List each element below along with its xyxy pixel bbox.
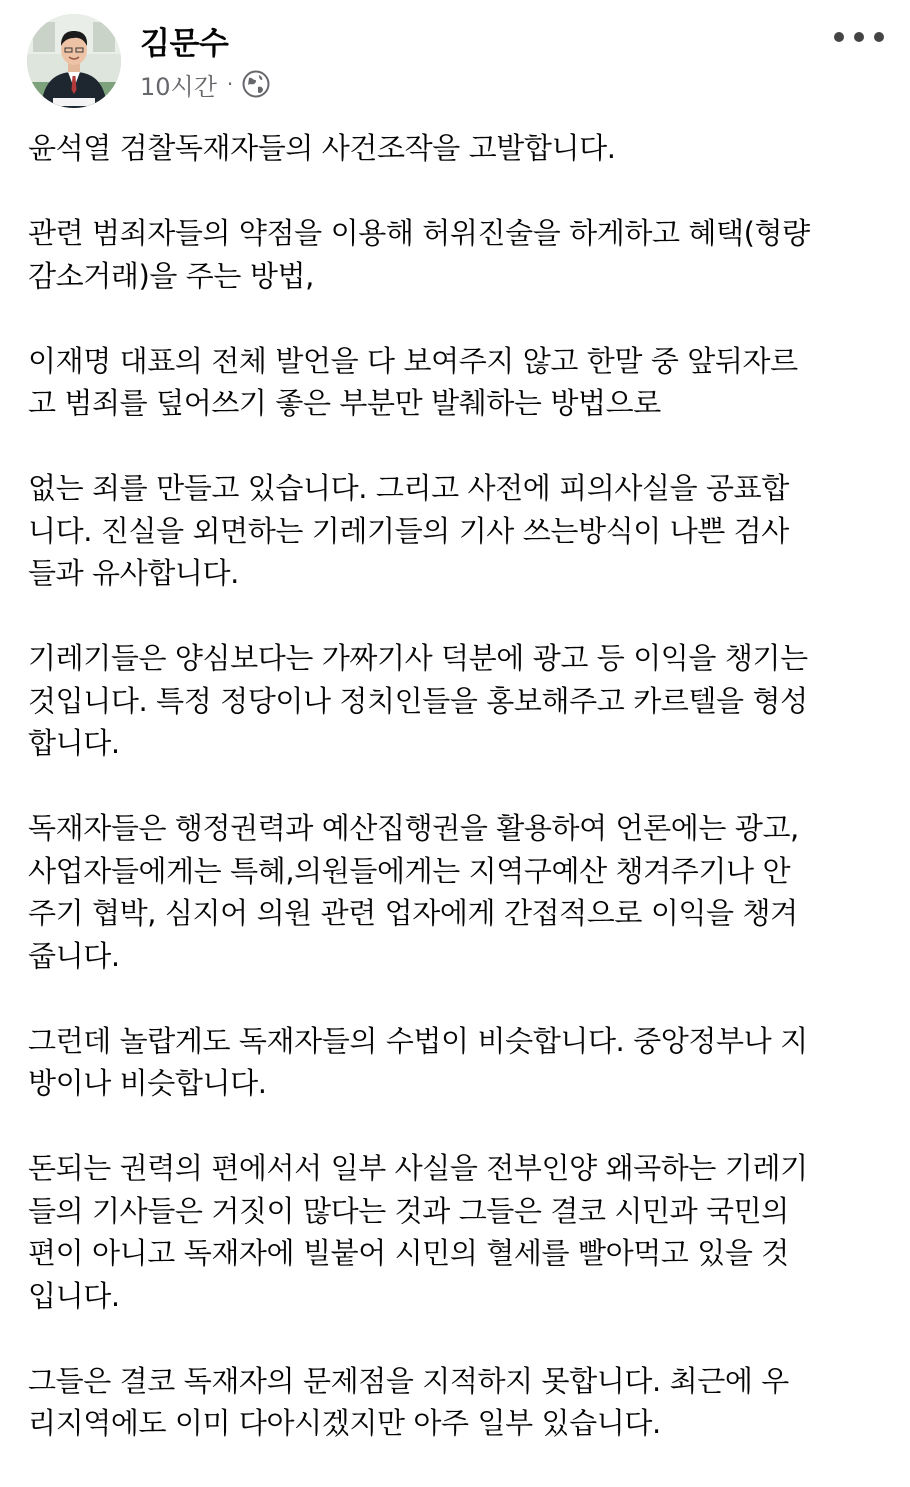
post-text-line: 줍니다.: [28, 938, 120, 973]
post-paragraph: [28, 1360, 888, 1445]
post-paragraph: [28, 127, 888, 170]
more-dot: [874, 32, 884, 42]
post-text-line: 편이 아니고 독재자에 빌붙어 시민의 혈세를 빨아먹고 있을 것: [28, 1236, 789, 1270]
more-options-icon[interactable]: [834, 20, 884, 54]
post-paragraph: [28, 807, 888, 977]
post-text-line: 없는 죄를 만들고 있습니다. 그리고 사전에 피의사실을 공표합: [28, 471, 789, 505]
meta-separator: ·: [226, 72, 234, 96]
post-text-line: 사업자들에게는 특혜,의원들에게는 지역구예산 챙겨주기나 안: [28, 853, 791, 888]
post-text-line: 입니다.: [28, 1278, 120, 1313]
more-dot: [854, 32, 864, 42]
post-paragraph: [28, 637, 888, 765]
post-text-line: 그들은 결코 독재자의 문제점을 지적하지 못합니다. 최근에 우: [28, 1363, 789, 1398]
post-text-line: 니다. 진실을 외면하는 기레기들의 기사 쓰는방식이 나쁜 검사: [28, 513, 789, 548]
post-text-line: 리지역에도 이미 다아시겠지만 아주 일부 있습니다.: [28, 1406, 661, 1440]
post-paragraph: [28, 467, 888, 595]
post-text-line: 윤석열 검찰독재자들의 사건조작을 고발합니다.: [28, 131, 616, 165]
post-text-line: 합니다.: [28, 726, 120, 760]
post-meta: [140, 66, 271, 102]
post-text-line: 방이나 비슷합니다.: [28, 1066, 267, 1100]
post-text-line: 고 범죄를 덮어쓰기 좋은 부분만 발췌하는 방법으로: [28, 386, 661, 420]
post-text-line: 기레기들은 양심보다는 가짜기사 덕분에 광고 등 이익을 챙기는: [28, 641, 808, 675]
post-header: [0, 0, 910, 112]
post-paragraph: [28, 212, 888, 297]
globe-icon[interactable]: [241, 69, 271, 99]
post-text-line: 들과 유사합니다.: [28, 556, 239, 590]
post-text-line: 들의 기사들은 거짓이 많다는 것과 그들은 결코 시민과 국민의: [28, 1193, 789, 1228]
author-avatar[interactable]: [27, 14, 121, 108]
post-text-line: 그런데 놀랍게도 독재자들의 수법이 비슷합니다. 중앙정부나 지: [28, 1023, 808, 1058]
post-paragraph: [28, 340, 888, 425]
post-text-line: 주기 협박, 심지어 의원 관련 업자에게 간접적으로 이익을 챙겨: [28, 896, 798, 930]
post-paragraph: [28, 1147, 888, 1317]
post-text-line: 관련 범죄자들의 약점을 이용해 허위진술을 하게하고 혜택(형량: [28, 216, 810, 250]
author-name[interactable]: 김문수: [140, 26, 229, 62]
post-timestamp[interactable]: 10시간: [140, 72, 217, 101]
more-dot: [834, 32, 844, 42]
post-body: [28, 127, 888, 1487]
avatar-photo: [27, 14, 121, 108]
post-text-line: 이재명 대표의 전체 발언을 다 보여주지 않고 한말 중 앞뒤자르: [28, 343, 798, 378]
post-text-line: 감소거래)을 주는 방법,: [28, 258, 314, 293]
post-text-line: 것입니다. 특정 정당이나 정치인들을 홍보해주고 카르텔을 형성: [28, 683, 808, 718]
post-paragraph: [28, 1020, 888, 1105]
post-text-line: 독재자들은 행정권력과 예산집행권을 활용하여 언론에는 광고,: [28, 811, 799, 845]
post-text-line: 돈되는 권력의 편에서서 일부 사실을 전부인양 왜곡하는 기레기: [28, 1151, 808, 1185]
